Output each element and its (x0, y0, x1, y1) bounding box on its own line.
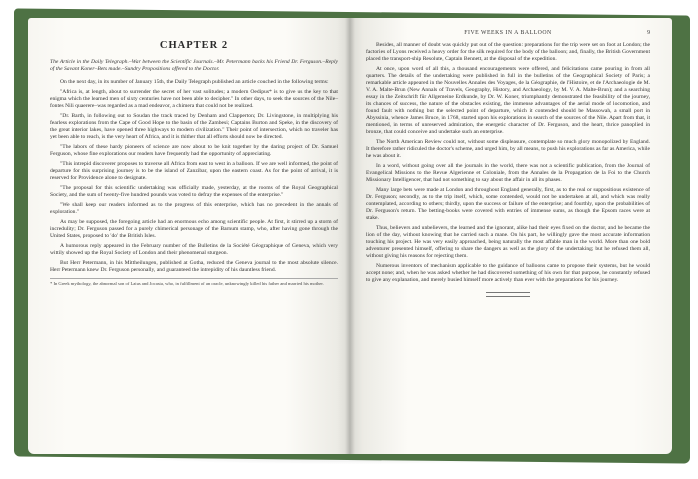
paragraph: "We shall keep our readers informed as to the progress of this enterprise, which has no precedent in the annals of exploration." (50, 202, 338, 216)
book-gutter (345, 18, 355, 454)
paragraph: Thus, believers and unbelievers, the learned and the ignorant, alike had their eyes fixed on the doctor, and he became the lion of the day, without knowing that he carried such a mane. On his part, he willingly gave the most accurate information touching his project. He was very easily approached, being naturally the most affable man in the world. More than one bold adventurer presented himself, offering to share the dangers as well as the glory of the undertaking; but he refused them all, without giving his reasons for rejecting them. (366, 225, 650, 259)
chapter-heading: CHAPTER 2 (159, 40, 229, 51)
paragraph: "Dr. Barth, in following out to Soudan the track traced by Denham and Clapperton; Dr. Livingstone, in multiplying his fearless explorations from the Cape of Good Hope to the basin of the Zambesi; Captains Burton and Speke, in the discovery of the great interior lakes, have opened three highways to modern civilization." Their point of intersection, which no traveler has yet been able to reach, is the very heart of Africa, and it is thither that all efforts should now be directed. (50, 113, 338, 141)
right-page (350, 18, 672, 454)
paragraph: Besides, all manner of doubt was quickly put out of the question: preparations for the trip were set on foot at London; the factories of Lyons received a heavy order for the silk required for the body of the balloon; and, finally, the British Government placed the transport-ship Resolute, Captain Bennett, at the disposal of the expedition. (366, 42, 650, 62)
paragraph: "The proposal for this scientific undertaking was officially made, yesterday, at the rooms of the Royal Geographical Society, and the sum of twenty-five hundred pounds was voted to defray the expenses of the enterprise." (50, 185, 338, 199)
paragraph: A humorous reply appeared in the February number of the Bulletins de la Société Géographique of Geneva, which very wittily showed up the Royal Society of London and their phenomenal sturgeon. (50, 243, 338, 257)
paragraph: In a word, without going over all the journals in the world, there was not a scientific publication, from the Journal of Evangelical Missions to the Revue Algerienne et Coloniale, from the Annales de la Propagation de la Foi to the Church Missionary Intelligencer, that had not something to say about the affair in all its phases. (366, 163, 650, 183)
paragraph: On the next day, in its number of January 15th, the Daily Telegraph published an article couched in the following terms: (60, 79, 329, 86)
paragraph: The North American Review could not, without some displeasure, contemplate so much glory monopolized by England. It therefore rather ridiculed the doctor's scheme, and urged him, by all means, to push his explorations as far as America, while he was about it. (366, 139, 650, 159)
section-ornament-icon (366, 292, 650, 297)
left-page (28, 18, 350, 454)
footnote: * In Greek mythology, the abnormal son of Laius and Jocasta, who, in fulfillment of an oracle, unknowingly killed his father and married his mother. (50, 278, 338, 287)
paragraph: Many large bets were made at London and throughout England generally, first, as to the real or suppositious existence of Dr. Ferguson; secondly, as to the trip itself, which, some contended, would not be undertaken at all, and which was really contemplated, according to others; thirdly, upon the success or failure of the enterprise; and fourthly, upon the probabilities of Dr. Ferguson's return. The betting-books were covered with entries of immense sums, as though the Epsom races were at stake. (366, 187, 650, 221)
chapter-summary: The Article in the Daily Telegraph.–War between the Scientific Journals.–Mr. Petermann backs his Friend Dr. Ferguson.–Reply of the Savant Koner–Bets made.–Sundry Propositions offered to the Doctor. (50, 59, 338, 73)
page-number: 9 (647, 30, 650, 36)
paragraph: But Herr Petermann, in his Mittheilungen, published at Gotha, reduced the Geneva journal to the most absolute silence. Herr Petermann knew Dr. Ferguson personally, and guaranteed the intrepidity of his dauntless friend. (50, 260, 338, 274)
paragraph: "This intrepid discoverer proposes to traverse all Africa from east to west in a balloon. If we are well informed, the point of departure for this surprising journey is to be the island of Zanzibar, upon the eastern coast. As for the point of arrival, it is reserved for Providence alone to designate. (50, 161, 338, 182)
paragraph: "Africa is, at length, about to surrender the secret of her vast solitudes; a modern Oedipus* is to give us the key to that enigma which the learned men of sixty centuries have not been able to decipher." In other days, to seek the sources of the Nile–fontes Nili quaerere–was regarded as a mad endeavor, a chimera that could not be realized. (50, 89, 338, 110)
paragraph: At once, upon word of all this, a thousand encouragements were offered, and felicitations came pouring in from all quarters. The details of the undertaking were published in full in the bulletins of the Geographical Society of Paris; a remarkable article appeared in the Nouvelles Annales des Voyages, de la Géographie, de l'Histoire, et de l'Archaeologie de M. V. A. Malte-Brun (New Annals of Travels, Geography, History, and Archaeology, by M. V. A. Malte-Brun); and a searching essay in the Zeitschrift für Allgemeine Erdkunde, by Dr. W. Koner, triumphantly demonstrated the feasibility of the journey, its chances of success, the nature of the obstacles existing, the immense advantages of the aerial mode of locomotion, and found fault with nothing but the selected point of departure, which it contended should be Massowah, a small port in Abyssinia, whence James Bruce, in 1768, started upon his explorations in search of the sources of the Nile. Apart from that, it mentioned, in terms of unreserved admiration, the energetic character of Dr. Ferguson, and the heart, thrice panoplied in bronze, that could conceive and undertake such an enterprise. (366, 66, 650, 135)
running-title: FIVE WEEKS IN A BALLOON (464, 30, 552, 36)
paragraph: As may be supposed, the foregoing article had an enormous echo among scientific people. At first, it stirred up a storm of incredulity; Dr. Ferguson passed for a purely chimerical personage of the Barnum stamp, who, after having gone through the United States, proposed to 'do' the British Isles. (50, 219, 338, 240)
paragraph: Numerous inventors of mechanism applicable to the guidance of balloons came to propose their systems, but he would accept none; and, when he was asked whether he had discovered something of his own for that purpose, he constantly refused to give any explanation, and merely busied himself more actively than ever with the preparations for his journey. (366, 263, 650, 283)
running-head (366, 30, 650, 36)
paragraph: "The labors of these hardy pioneers of science are now about to be knit together by the daring project of Dr. Samuel Ferguson, whose fine explorations our readers have frequently had the opportunity of appreciating. (50, 144, 338, 158)
